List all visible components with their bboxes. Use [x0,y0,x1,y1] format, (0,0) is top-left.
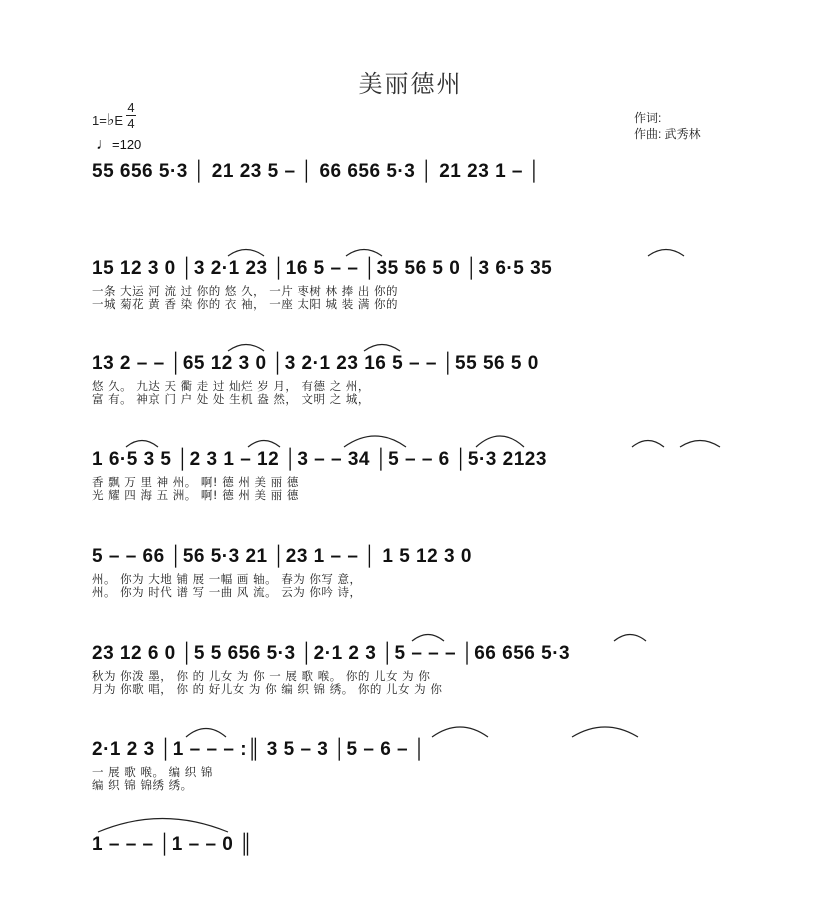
slur [572,727,638,737]
song-title: 美丽德州 [358,70,463,98]
notation-line-5: 5 – – 66 │56 5·3 21 │23 1 – – │ 1 5 12 3 0 [92,546,472,567]
lyrics-line-5a: 州。 你为 大地 铺 展 一幅 画 轴。 春为 你写 意， [92,572,362,586]
lyrics-line-7b: 编 织 锦 锦绣 绣。 [92,778,193,792]
notation-line-8: 1 – – – │1 – – 0 ║ [92,834,254,855]
lyrics-line-7a: 一 展 歌 喉。 编 织 锦 [92,765,213,779]
slur [228,250,264,257]
slur [648,250,684,257]
slur [632,441,664,448]
lyricist-credit: 作词: [634,111,662,125]
slur [186,729,226,738]
key-prefix: 1= [92,113,107,128]
lyrics-line-6b: 月为 你歌 唱， 你 的 好儿女 为 你 编 织 锦 绣。 你的 儿女 为 你 [92,682,443,696]
slur [346,250,382,257]
lyrics-line-3b: 富 有。 神京 门 户 处 处 生机 盎 然， 文明 之 城， [92,392,370,406]
slur [614,635,646,642]
time-top: 4 [127,100,135,115]
lyrics-line-5b: 州。 你为 时代 谱 写 一曲 风 流。 云为 你吟 诗， [92,585,362,599]
lyrics-line-4b: 光 耀 四 海 五 洲。 啊! 德 州 美 丽 德 [92,488,299,502]
time-bottom: 4 [127,116,135,131]
slur [98,819,228,833]
quarter-note-icon: ♩ [96,136,112,153]
notation-line-2: 15 12 3 0 │3 2·1 23 │16 5 – – │35 56 5 0 │3 6·5 35 [92,258,553,279]
lyrics-line-2b: 一城 菊花 黄 香 染 你的 衣 袖， 一座 太阳 城 装 满 你的 [92,297,399,311]
lyrics-line-3a: 悠 久。 九达 天 衢 走 过 灿烂 岁 月， 有德 之 州， [92,379,370,393]
lyrics-line-4a: 香 飘 万 里 神 州。 啊! 德 州 美 丽 德 [92,475,299,489]
slur [412,635,444,642]
notation-line-3: 13 2 – – │65 12 3 0 │3 2·1 23 16 5 – – │55 56 5 0 [92,353,539,374]
time-signature [126,100,136,131]
tempo-marking [96,136,141,154]
composer-credit: 作曲: 武秀林 [634,127,701,141]
slur [344,436,406,447]
slur [476,436,524,447]
slur [680,441,720,448]
notation-line-6: 23 12 6 0 │5 5 656 5·3 │2·1 2 3 │5 – – – │66 656 5·3 [92,643,571,664]
key-note: E [114,113,124,128]
slur [364,345,400,352]
notation-line-1: 55 656 5·3 │ 21 23 5 – │ 66 656 5·3 │ 21 23 1 – │ [92,161,542,182]
lyrics-line-6a: 秋为 你泼 墨， 你 的 儿女 为 你 一 展 歌 喉。 你的 儿女 为 你 [92,669,431,683]
lyrics-line-2a: 一条 大运 河 流 过 你的 悠 久， 一片 枣树 林 捧 出 你的 [92,284,399,298]
slur [126,441,158,448]
slur [248,441,280,448]
notation-line-7: 2·1 2 3 │1 – – – :║ 3 5 – 3 │5 – 6 – │ [92,739,427,760]
tempo-value: =120 [112,137,142,152]
flat-icon: ♭ [106,112,115,129]
slur [228,345,264,352]
notation-line-4: 1 6·5 3 5 │2 3 1 – 12 │3 – – 34 │5 – – 6 │5·3 2123 [92,449,547,470]
slur [432,727,488,737]
